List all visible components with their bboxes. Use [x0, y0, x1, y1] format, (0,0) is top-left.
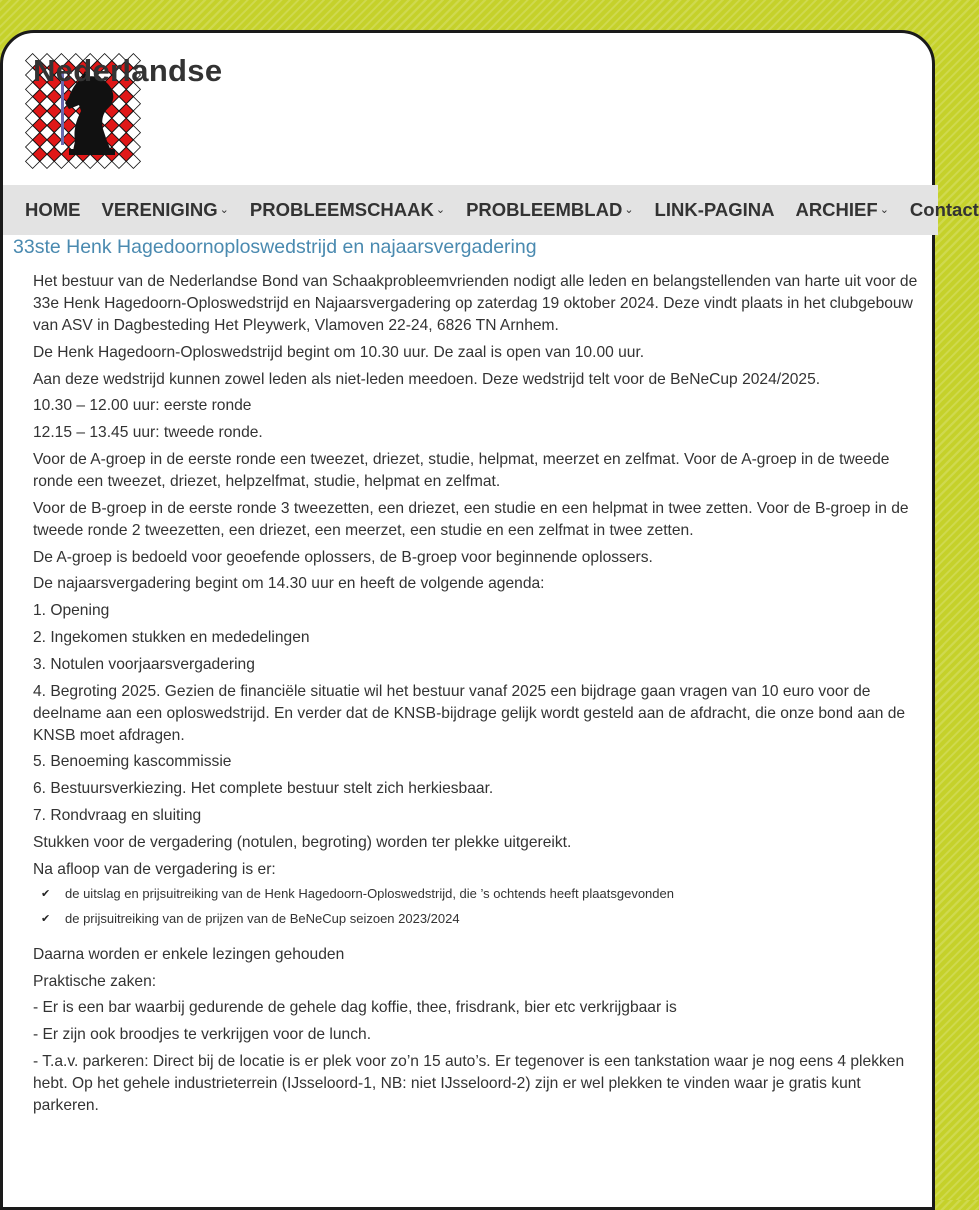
paragraph: - Er zijn ook broodjes te verkrijgen voor de lunch.	[33, 1026, 372, 1044]
paragraph: - T.a.v. parkeren: Direct bij de locatie is er plek voor zo’n 15 auto’s. Er tegenover is een tankstation waar je nog eens 4 plekken hebt. Op het gehele industrieterrein (IJsseloord-1, NB: niet IJsseloord-2) zijn er wel plekken te vinden waar je gratis kunt parkeren.	[33, 1053, 905, 1115]
paragraph: De Henk Hagedoorn-Oploswedstrijd begint om 10.30 uur. De zaal is open van 10.00 uur.	[33, 343, 645, 361]
chevron-down-icon: ⌄	[624, 204, 634, 216]
paragraph: Praktische zaken:	[33, 972, 157, 990]
nav-label: PROBLEEMBLAD	[466, 199, 623, 220]
paragraph: Het bestuur van de Nederlandse Bond van Schaakprobleemvrienden nodigt alle leden en belangstellenden van harte uit voor de 33e Henk Hagedoorn-Oploswedstrijd en Najaarsvergadering op zaterdag 19 oktober 2024. Deze vindt plaats in het clubgebouw van ASV in Dagbesteding Het Pleywerk, Vlamoven 22-24, 6826 TN Arnhem.	[33, 273, 918, 334]
paragraph: 10.30 – 12.00 uur: eerste ronde	[33, 397, 252, 415]
paragraph: 5. Benoeming kascommissie	[33, 753, 232, 771]
paragraph: 12.15 – 13.45 uur: tweede ronde.	[33, 424, 263, 442]
paragraph: Voor de A-groep in de eerste ronde een tweezet, driezet, studie, helpmat, meerzet en zelfmat. Voor de A-groep in de tweede ronde een tweezet, driezet, helpzelfmat, studie, helpmat en zelfmat.	[33, 450, 890, 490]
nav-label: VERENIGING	[101, 199, 218, 220]
paragraph: - Er is een bar waarbij gedurende de gehele dag koffie, thee, frisdrank, bier etc verkrijgbaar is	[33, 999, 677, 1017]
nav-contact[interactable]	[910, 199, 979, 221]
main-nav	[3, 185, 979, 235]
nav-vereniging[interactable]	[102, 199, 229, 221]
paragraph: Daarna worden er enkele lezingen gehouden	[33, 945, 345, 963]
paragraph: 4. Begroting 2025. Gezien de financiële situatie wil het bestuur vanaf 2025 een bijdrage gaan vragen van 10 euro voor de deelname aan een oploswedstrijd. En verder dat de KNSB-bijdrage gelijk wordt gesteld aan de afdracht, die onze bond aan de KNSB moet afdragen.	[33, 682, 906, 744]
nav-label: HOME	[25, 199, 81, 220]
nav-link-pagina[interactable]	[655, 199, 775, 221]
nav-probleemblad[interactable]	[466, 199, 633, 221]
practical-paragraphs	[33, 944, 923, 1117]
paragraph: 6. Bestuursverkiezing. Het complete bestuur stelt zich herkiesbaar.	[33, 780, 494, 798]
nav-label: Contact	[909, 199, 979, 220]
paragraph: 1. Opening	[33, 602, 110, 620]
chevron-down-icon: ⌄	[879, 204, 889, 216]
nav-probleemschaak[interactable]	[250, 199, 445, 221]
article-title: 33ste Henk Hagedoornoploswedstrijd en najaarsvergadering	[13, 236, 537, 258]
paragraph: 7. Rondvraag en sluiting	[33, 806, 202, 824]
paragraph: De najaarsvergadering begint om 14.30 uur en heeft de volgende agenda:	[33, 575, 545, 593]
nav-archief[interactable]	[795, 199, 888, 221]
page-card	[0, 30, 979, 1210]
site-title[interactable]: Nederlandse	[33, 53, 223, 88]
list-item-text: de uitslag en prijsuitreiking van de Henk Hagedoorn-Oploswedstrijd, die ’s ochtends heeft plaatsgevonden	[65, 886, 674, 902]
article-paragraphs	[33, 271, 923, 881]
nav-label: LINK-PAGINA	[654, 199, 775, 220]
nav-label: ARCHIEF	[795, 199, 878, 220]
paragraph: Voor de B-groep in de eerste ronde 3 tweezetten, een driezet, een studie en een helpmat in twee zetten. Voor de B-groep in de tweede ronde 2 tweezetten, een driezet, een meerzet, een studie en een zelfmat in twee zetten.	[33, 499, 909, 539]
paragraph: De A-groep is bedoeld voor geoefende oplossers, de B-groep voor beginnende oplossers.	[33, 548, 653, 566]
checklist	[41, 885, 923, 928]
paragraph: Aan deze wedstrijd kunnen zowel leden als niet-leden meedoen. Deze wedstrijd telt voor de BeNeCup 2024/2025.	[33, 370, 821, 388]
paragraph: Stukken voor de vergadering (notulen, begroting) worden ter plekke uitgereikt.	[33, 833, 572, 851]
paragraph: 2. Ingekomen stukken en mededelingen	[33, 628, 310, 646]
chevron-down-icon: ⌄	[435, 204, 446, 216]
nav-label: PROBLEEMSCHAAK	[249, 199, 434, 220]
checkmark-icon: ✔	[41, 912, 51, 925]
nav-home[interactable]	[25, 199, 81, 221]
paragraph: Na afloop van de vergadering is er:	[33, 860, 276, 878]
checkmark-icon: ✔	[41, 888, 51, 901]
list-item	[41, 885, 923, 903]
chevron-down-icon: ⌄	[219, 204, 229, 216]
paragraph: 3. Notulen voorjaarsvergadering	[33, 655, 255, 673]
article-body	[33, 271, 923, 1122]
list-item-text: de prijsuitreiking van de prijzen van de BeNeCup seizoen 2023/2024	[65, 910, 460, 926]
list-item	[41, 910, 923, 928]
